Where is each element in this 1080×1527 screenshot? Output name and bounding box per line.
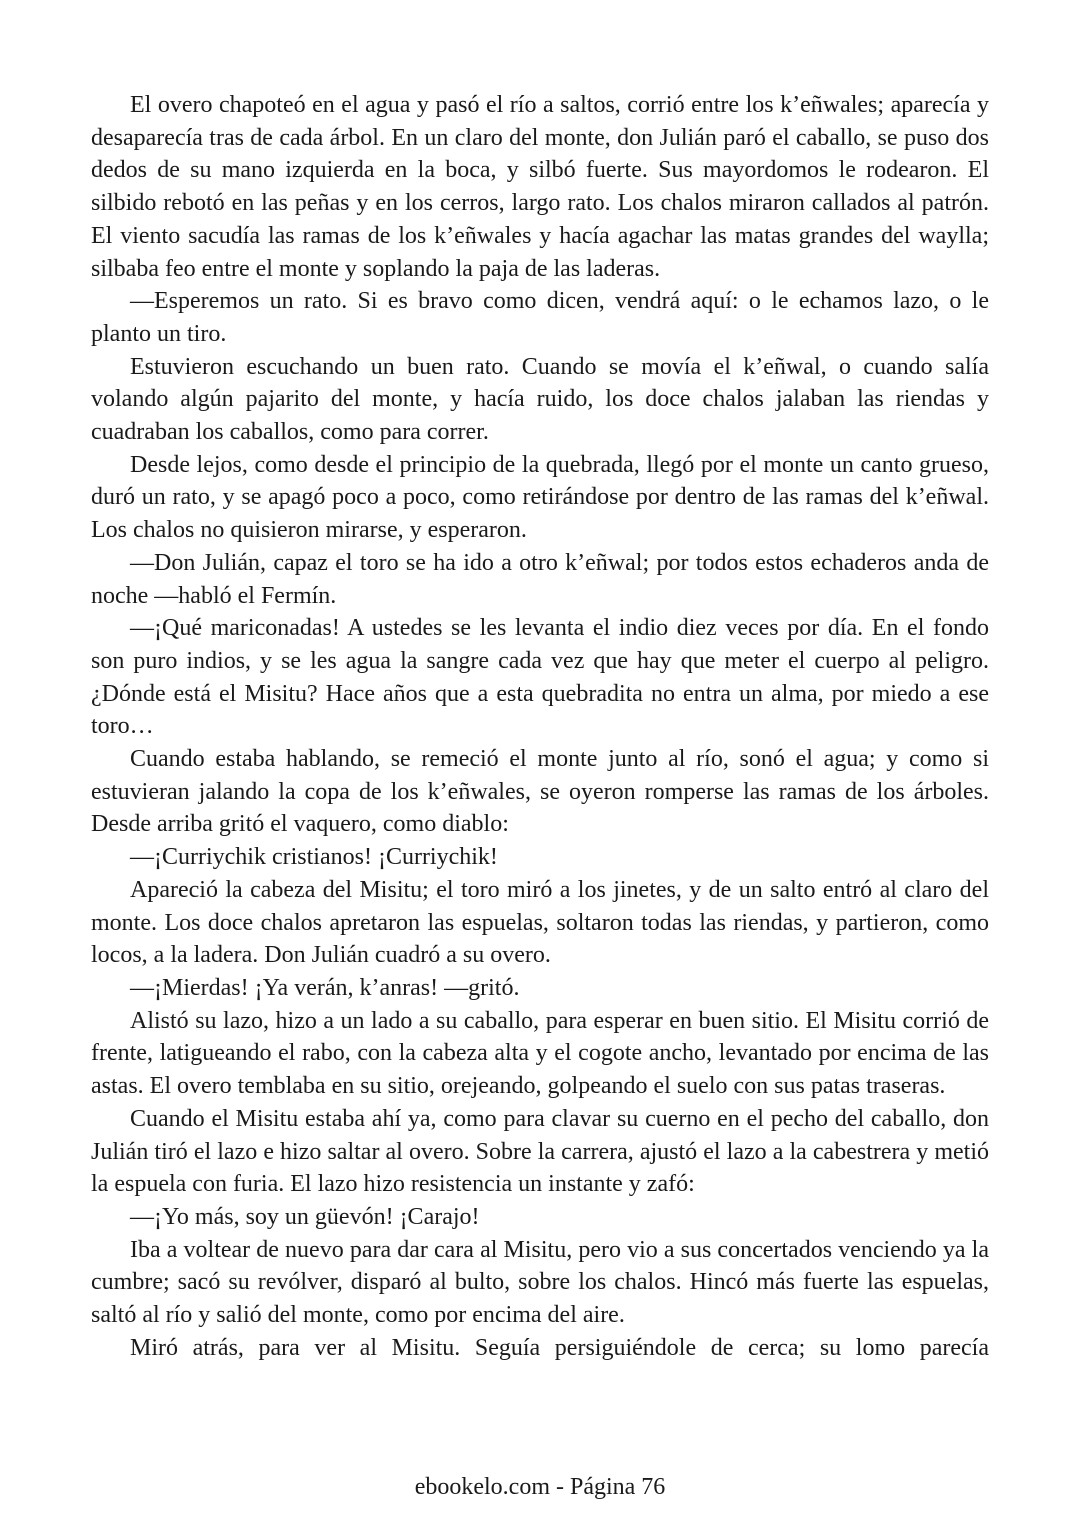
paragraph: —¡Qué mariconadas! A ustedes se les levanta el indio diez veces por día. En el fondo son puro indios, y se les agua la sangre cada vez que hay que meter el cuerpo al peligro. ¿Dónde está el Misitu? Hace años que a esta quebradita no entra un alma, por miedo a ese toro… <box>91 615 989 740</box>
paragraph: Estuvieron escuchando un buen rato. Cuando se movía el k’eñwal, o cuando salía volando algún pajarito del monte, y hacía ruido, los doce chalos jalaban las riendas y cuadraban los caballos, como para correr. <box>91 353 989 446</box>
paragraph: Cuando estaba hablando, se remeció el monte junto al río, sonó el agua; y como si estuvieran jalando la copa de los k’eñwales, se oyeron romperse las ramas de los árboles. Desde arriba gritó el vaquero, como diablo: <box>91 746 989 838</box>
paragraph: Desde lejos, como desde el principio de la quebrada, llegó por el monte un canto grueso, duró un rato, y se apagó poco a poco, como retirándose por dentro de las ramas del k’eñwal. Los chalos no quisieron mirarse, y esperaron. <box>91 451 989 544</box>
paragraph: —Esperemos un rato. Si es bravo como dicen, vendrá aquí: o le echamos lazo, o le planto un tiro. <box>91 288 989 347</box>
paragraph: Apareció la cabeza del Misitu; el toro miró a los jinetes, y de un salto entró al claro del monte. Los doce chalos apretaron las espuelas, soltaron todas las riendas, y partieron, como locos, a la ladera. Don Julián cuadró a su overo. <box>91 876 989 969</box>
paragraph: —Don Julián, capaz el toro se ha ido a otro k’eñwal; por todos estos echaderos anda de noche —habló el Fermín. <box>91 549 989 609</box>
paragraph-continued: Miró atrás, para ver al Misitu. Seguía persiguiéndole de cerca; su lomo parecía <box>130 1334 989 1361</box>
paragraph: —¡Mierdas! ¡Ya verán, k’anras! —gritó. <box>130 974 520 1001</box>
paragraph: —¡Yo más, soy un güevón! ¡Carajo! <box>130 1203 480 1230</box>
page-body <box>91 89 989 1364</box>
page-footer: ebookelo.com - Página 76 <box>414 1474 666 1500</box>
paragraph: Iba a voltear de nuevo para dar cara al Misitu, pero vio a sus concertados venciendo ya la cumbre; sacó su revólver, disparó al bulto, sobre los chalos. Hincó más fuerte las espuelas, saltó al río y salió del monte, como por encima del aire. <box>91 1236 989 1329</box>
paragraph: Alistó su lazo, hizo a un lado a su caballo, para esperar en buen sitio. El Misitu corrió de frente, latigueando el rabo, con la cabeza alta y el cogote ancho, levantado por encima de las astas. El overo temblaba en su sitio, orejeando, golpeando el suelo con sus patas traseras. <box>91 1007 989 1100</box>
paragraph: El overo chapoteó en el agua y pasó el río a saltos, corrió entre los k’eñwales; aparecía y desaparecía tras de cada árbol. En un claro del monte, don Julián paró el caballo, se puso dos dedos de su mano izquierda en la boca, y silbó fuerte. Sus mayordomos le rodearon. El silbido rebotó en las peñas y en los cerros, largo rato. Los chalos miraron callados al patrón. El viento sacudía las ramas de los k’eñwales y hacía agachar las matas grandes del waylla; silbaba feo entre el monte y soplando la paja de las laderas. <box>91 92 989 282</box>
paragraph: —¡Curriychik cristianos! ¡Curriychik! <box>130 844 498 871</box>
paragraph: Cuando el Misitu estaba ahí ya, como para clavar su cuerno en el pecho del caballo, don Julián tiró el lazo e hizo saltar al overo. Sobre la carrera, ajustó el lazo a la cabestrera y metió la espuela con furia. El lazo hizo resistencia un instante y zafó: <box>91 1105 989 1198</box>
